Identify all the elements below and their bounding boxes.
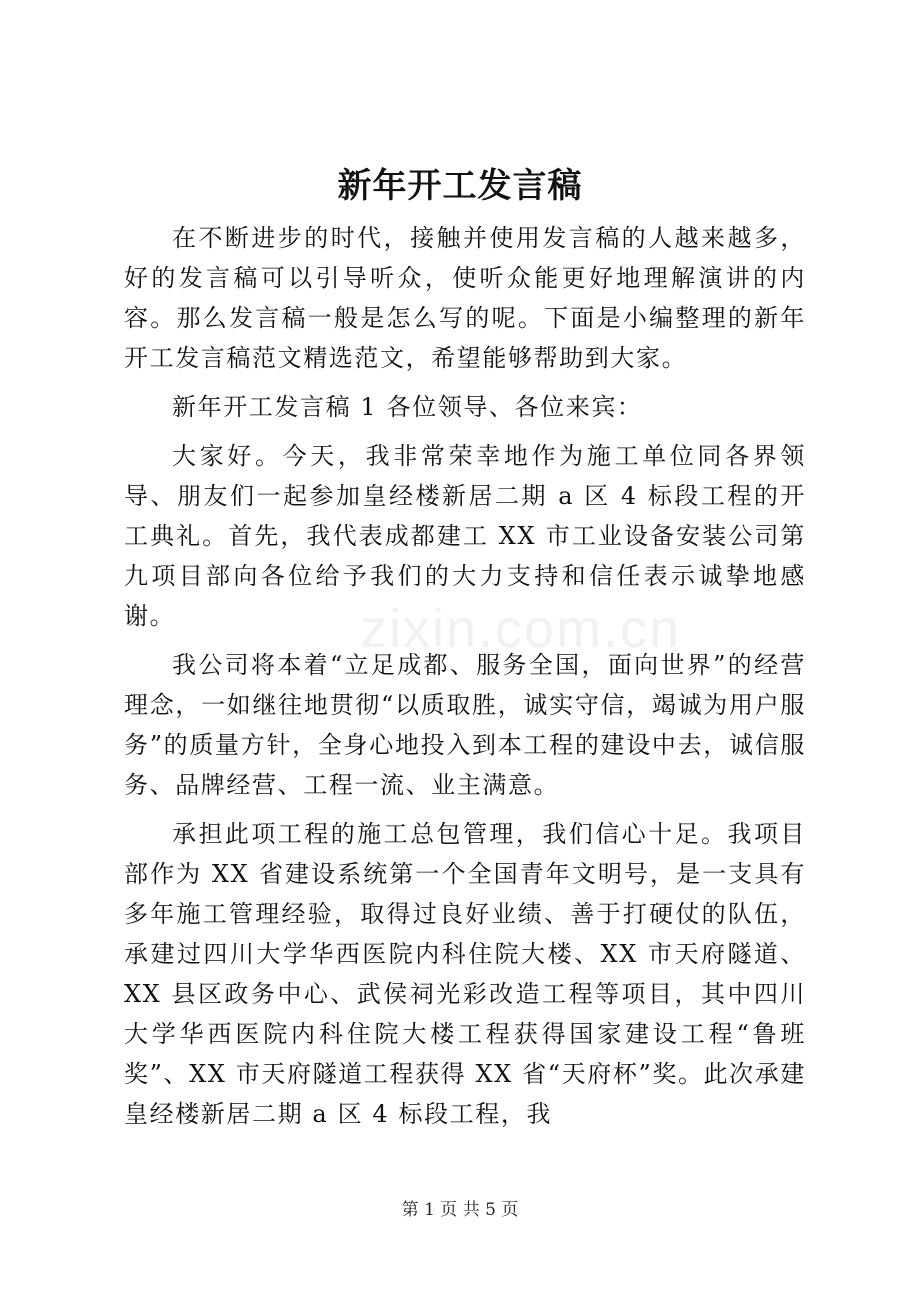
- paragraph-heading-1: 新年开工发言稿 1 各位领导、各位来宾：: [172, 393, 643, 421]
- paragraph-intro: 在不断进步的时代，接触并使用发言稿的人越来越多，好的发言稿可以引导听众，使听众能更好地理解演讲的内容。那么发言稿一般是怎么写的呢。下面是小编整理的新年开工发言稿范文精选范文，希望能够帮助到大家。: [124, 224, 806, 372]
- paragraph-greeting: 大家好。今天，我非常荣幸地作为施工单位同各界领导、朋友们一起参加皇经楼新居二期 a 区 4 标段工程的开工典礼。首先，我代表成都建工 XX 市工业设备安装公司第九项目部向各位给予我们的大力支持和信任表示诚挚地感谢。: [124, 442, 806, 630]
- page-footer: 第 1 页 共 5 页: [401, 1200, 519, 1220]
- document-title: 新年开工发言稿: [337, 166, 583, 206]
- document-body: [124, 218, 806, 1134]
- paragraph-commitment: 我公司将本着“立足成都、服务全国，面向世界”的经营理念，一如继往地贯彻“以质取胜，诚实守信，竭诚为用户服务”的质量方针，全身心地投入到本工程的建设中去，诚信服务、品牌经营、工程一流、业主满意。: [124, 651, 806, 799]
- watermark: zixin.com.cn: [360, 599, 682, 659]
- paragraph-experience: 承担此项工程的施工总包管理，我们信心十足。我项目部作为 XX 省建设系统第一个全国青年文明号，是一支具有多年施工管理经验，取得过良好业绩、善于打硬仗的队伍，承建过四川大学华西医院内科住院大楼、XX 市天府隧道、XX 县区政务中心、武侯祠光彩改造工程等项目，其中四川大学华西医院内科住院大楼工程获得国家建设工程“鲁班奖”、XX 市天府隧道工程获得 XX 省“天府杯”奖。此次承建皇经楼新居二期 a 区 4 标段工程，我: [124, 820, 806, 1128]
